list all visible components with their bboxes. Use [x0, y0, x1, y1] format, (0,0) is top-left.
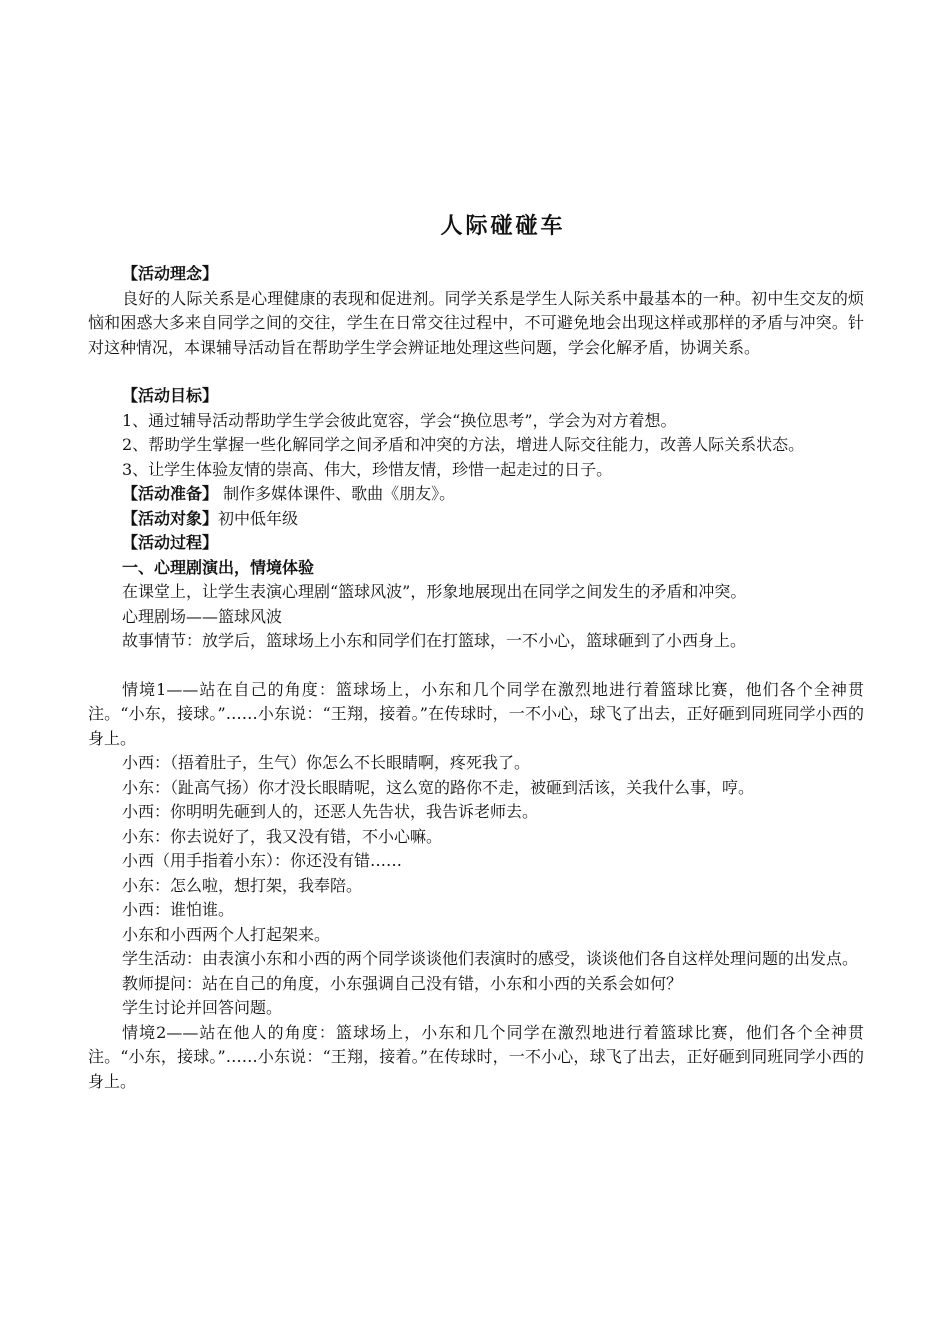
scene-paragraph: 教师提问：站在自己的角度，小东强调自己没有错，小东和小西的关系会如何？: [122, 973, 683, 993]
scene-paragraph: 小西：（捂着肚子，生气）你怎么不长眼睛啊，疼死我了。: [122, 753, 531, 772]
page-title: 人际碰碰车: [440, 214, 566, 239]
process-paragraph: 心理剧场——篮球风波: [122, 606, 283, 626]
scene-paragraph: 情境2——站在他人的角度：篮球场上，小东和几个同学在激烈地进行着篮球比赛，他们各个全神贯注。“小东，接球。”……小东说：“王翔，接着。”在传球时，一不小心，球飞了出去，正好砸到同班同学小西的身上。: [88, 1022, 864, 1091]
target-text: 初中低年级: [218, 508, 299, 528]
goal-item: 2、帮助学生掌握一些化解同学之间矛盾和冲突的方法，增进人际交往能力，改善人际关系状态。: [122, 435, 805, 454]
prep-text: 制作多媒体课件、歌曲《朋友》。: [218, 484, 456, 503]
section-heading-goals: 【活动目标】: [122, 386, 219, 405]
prep-line: [88, 482, 864, 507]
scene-paragraph: 小东和小西两个人打起架来。: [122, 924, 331, 944]
subheading-1: 一、心理剧演出，情境体验: [122, 557, 315, 577]
section-heading-process: 【活动过程】: [122, 533, 219, 552]
section-heading-prep: 【活动准备】: [122, 484, 219, 503]
scene-paragraph: 小东：（趾高气扬）你才没长眼睛呢，这么宽的路你不走，被砸到活该，关我什么事，哼。: [122, 777, 755, 797]
scene-paragraph: 小东：怎么啦，想打架，我奉陪。: [122, 875, 363, 895]
section-heading-target: 【活动对象】: [122, 508, 219, 528]
scene-paragraph: 情境1——站在自己的角度：篮球场上，小东和几个同学在激烈地进行着篮球比赛，他们各个全神贯注。“小东，接球。”……小东说：“王翔，接着。”在传球时，一不小心，球飞了出去，正好砸到同班同学小西的身上。: [88, 679, 864, 748]
process-paragraph: 故事情节：放学后，篮球场上小东和同学们在打篮球，一不小心，篮球砸到了小西身上。: [122, 631, 747, 650]
scene-paragraph: 小西：谁怕谁。: [122, 900, 235, 919]
goal-item: 3、让学生体验友情的崇高、伟大，珍惜友情，珍惜一起走过的日子。: [122, 459, 613, 479]
scene-paragraph: 小西：你明明先砸到人的，还恶人先告状，我告诉老师去。: [122, 802, 539, 821]
scene-paragraph: 小西（用手指着小东）：你还没有错……: [122, 851, 403, 870]
process-paragraph: 在课堂上，让学生表演心理剧“篮球风波”，形象地展现出在同学之间发生的矛盾和冲突。: [122, 582, 747, 601]
goal-item: 1、通过辅导活动帮助学生学会彼此宽容，学会“换位思考”，学会为对方着想。: [122, 410, 677, 430]
scene-paragraph: 学生活动：由表演小东和小西的两个同学谈谈他们表演时的感受，谈谈他们各自这样处理问题的出发点。: [122, 949, 859, 968]
scene-paragraph: 学生讨论并回答问题。: [122, 998, 283, 1017]
target-line: [88, 507, 864, 532]
paragraph-idea: 良好的人际关系是心理健康的表现和促进剂。同学关系是学生人际关系中最基本的一种。初中生交友的烦恼和困惑大多来自同学之间的交往，学生在日常交往过程中，不可避免地会出现这样或那样的矛盾与冲突。针对这种情况，本课辅导活动旨在帮助学生学会辨证地处理这些问题，学会化解矛盾，协调关系。: [88, 288, 864, 357]
scene-paragraph: 小东：你去说好了，我又没有错，不小心嘛。: [122, 826, 443, 846]
section-heading-idea: 【活动理念】: [122, 264, 219, 283]
document-body: [88, 262, 864, 1094]
